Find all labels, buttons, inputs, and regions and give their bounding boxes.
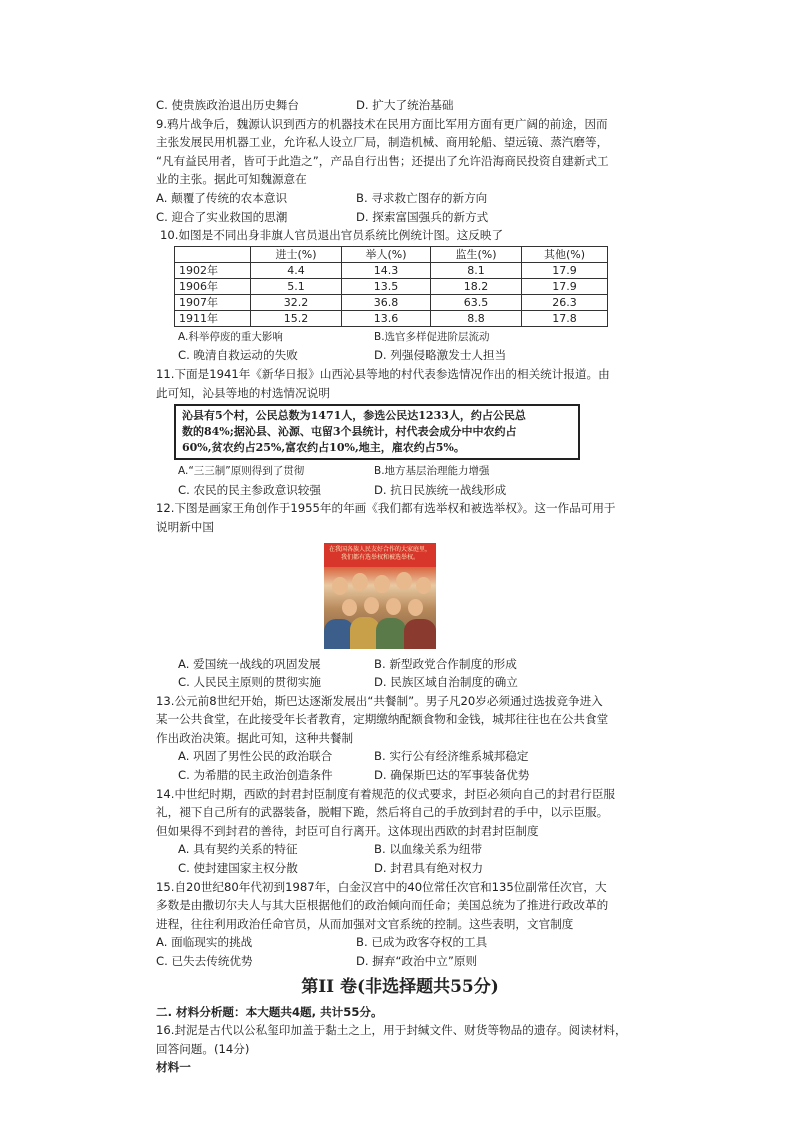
- exam-content: [156, 96, 644, 1077]
- table-cell: 17.9: [522, 262, 608, 278]
- q11-quote-line: 沁县有5个村，公民总数为1471人，参选公民达1233人，约占公民总: [182, 409, 526, 423]
- table-cell-year: 1906年: [175, 278, 251, 294]
- q14-stem-line: 礼，褪下自己所有的武器装备，脱帽下跪，然后将自己的手放到封君的手中，以示臣服。: [156, 805, 609, 820]
- q14-options-row: [156, 840, 644, 859]
- q12-option-b: B. 新型政党合作制度的形成: [374, 656, 517, 671]
- table-cell: 5.1: [251, 278, 342, 294]
- q11-quote-box: [174, 404, 580, 460]
- q11-quote-line: 数的84%;据沁县、沁源、屯留3个县统计，村代表会成分中中农约占: [182, 425, 517, 439]
- table-cell: 13.6: [342, 310, 431, 326]
- question-14: [156, 785, 644, 878]
- q16-stem-line: 16.封泥是古代以公私玺印加盖于黏土之上，用于封缄文件、财货等物品的遗存。阅读材料，: [156, 1023, 627, 1038]
- q9-stem-line: 9.鸦片战争后，魏源认识到西方的机器技术在民用方面比军用方面有更广阔的前途，因而: [156, 116, 608, 131]
- q8-option-d: D. 扩大了统治基础: [356, 98, 454, 112]
- table-header-cell: 举人(%): [342, 246, 431, 262]
- table-cell: 14.3: [342, 262, 431, 278]
- q16-stem-line: 回答问题。(14分): [156, 1041, 250, 1056]
- q13-options-row: [156, 766, 644, 785]
- q10-stem: 10.如图是不同出身非旗人官员退出官员系统比例统计图。这反映了: [160, 228, 504, 243]
- table-header-cell: [175, 246, 251, 262]
- q10-options-row: [156, 346, 644, 365]
- q10-stats-table: [174, 246, 608, 327]
- section-2-title: 第II 卷(非选择题共55分): [301, 976, 499, 997]
- q12-stem-line: 说明新中国: [156, 519, 214, 534]
- section-2: [156, 975, 644, 1077]
- question-13: [156, 692, 644, 785]
- poster-figure-face: [408, 599, 423, 616]
- q15-stem-line: 多数是由撒切尔夫人与其大臣根据他们的政治倾向而任命；美国总统为了推进行政改革的: [156, 898, 609, 913]
- q11-stem-line: 11.下面是1941年《新华日报》山西沁县等地的村代表参选情况作出的相关统计报道。由: [156, 366, 610, 381]
- q13-option-a: A. 巩固了男性公民的政治联合: [178, 749, 333, 764]
- table-cell-year: 1907年: [175, 294, 251, 310]
- question-12: [156, 499, 644, 691]
- poster-banner: [324, 543, 436, 567]
- q13-stem-line: 作出政治决策。据此可知，这种共餐制: [156, 730, 354, 745]
- q9-stem-line: 主张发展民用机器工业，允许私人设立厂局，制造机械、商用轮船、望远镜、蒸汽磨等，: [156, 135, 609, 150]
- section-2-subtitle: 二. 材料分析题：本大题共4题, 共计55分。: [156, 1004, 383, 1019]
- poster-figure-face: [416, 577, 431, 594]
- q11-option-c: C. 农民的民主参政意识较强: [178, 482, 321, 497]
- q10-option-b: B.选官多样促进阶层流动: [374, 330, 490, 343]
- q10-option-c: C. 晚清自救运动的失败: [178, 348, 298, 363]
- q12-options-row: [156, 673, 644, 692]
- q10-options-row: [156, 328, 644, 347]
- q11-option-b: B.地方基层治理能力增强: [374, 465, 490, 478]
- table-cell-year: 1902年: [175, 262, 251, 278]
- q11-quote-line: 60%,贫农约占25%,富农约占10%,地主，雇农约占5%。: [182, 441, 465, 455]
- q12-option-c: C. 人民民主原则的贯彻实施: [178, 675, 321, 690]
- poster-figure-face: [352, 573, 368, 591]
- q15-options-row: [156, 952, 644, 971]
- q15-option-a: A. 面临现实的挑战: [156, 935, 253, 950]
- poster-figure-clothing: [376, 618, 406, 649]
- poster-figure-face: [342, 599, 357, 616]
- q15-options-row: [156, 933, 644, 952]
- q12-option-a: A. 爱国统一战线的巩固发展: [178, 656, 321, 671]
- q9-options-row: [156, 208, 644, 227]
- poster-banner-line: 在我国各族人民友好合作的大家庭里，: [328, 545, 431, 553]
- q14-option-a: A. 具有契约关系的特征: [178, 842, 298, 857]
- table-cell: 17.9: [522, 278, 608, 294]
- q11-options-row: [156, 462, 644, 481]
- q12-options-row: [156, 655, 644, 674]
- table-header-cell: 监生(%): [431, 246, 522, 262]
- q15-stem-line: 进程，往往利用政治任命官员，从而加强对文官系统的控制。这些表明，文官制度: [156, 916, 574, 931]
- table-cell: 63.5: [431, 294, 522, 310]
- table-cell: 13.5: [342, 278, 431, 294]
- q9-options-row: [156, 189, 644, 208]
- q13-stem-line: 13.公元前8世纪开始，斯巴达逐渐发展出“共餐制”。男子凡20岁必须通过选拔竞争进入: [156, 693, 603, 708]
- q9-stem-line: “凡有益民用者，皆可于此造之”，产品自行出售；还提出了允许沿海商民投资自建新式工: [156, 153, 609, 168]
- q14-options-row: [156, 859, 644, 878]
- q13-option-c: C. 为希腊的民主政治创造条件: [178, 768, 333, 783]
- q14-stem-line: 14.中世纪时期，西欧的封君封臣制度有着规范的仪式要求，封臣必须向自己的封君行臣服: [156, 786, 616, 801]
- q13-option-d: D. 确保斯巴达的军事装备优势: [374, 768, 530, 783]
- q8-option-c: C. 使贵族政治退出历史舞台: [156, 98, 299, 112]
- q12-option-d: D. 民族区域自治制度的确立: [374, 675, 518, 690]
- q13-stem-line: 某一公共食堂，在此接受年长者教育，定期缴纳配额食物和金钱，城邦往往也在公共食堂: [156, 712, 609, 727]
- table-cell: 8.1: [431, 262, 522, 278]
- q9-option-b: B. 寻求救亡图存的新方向: [356, 190, 488, 205]
- q11-stem-line: 此可知，沁县等地的村选情况说明: [156, 385, 330, 400]
- table-cell: 17.8: [522, 310, 608, 326]
- table-row: [175, 310, 608, 326]
- q14-option-b: B. 以血缘关系为纽带: [374, 842, 483, 857]
- table-cell: 15.2: [251, 310, 342, 326]
- q10-option-d: D. 列强侵略激发士人担当: [374, 348, 507, 363]
- table-row: [175, 294, 608, 310]
- table-cell: 4.4: [251, 262, 342, 278]
- q13-options-row: [156, 747, 644, 766]
- q15-option-b: B. 已成为政客夺权的工具: [356, 935, 488, 950]
- q14-stem-line: 但如果得不到封君的善待，封臣可自行离开。这体现出西欧的封君封臣制度: [156, 823, 539, 838]
- table-header-row: [175, 246, 608, 262]
- table-header-cell: 进士(%): [251, 246, 342, 262]
- q11-options-row: [156, 481, 644, 500]
- poster-figure-clothing: [404, 619, 436, 649]
- table-cell: 8.8: [431, 310, 522, 326]
- table-cell: 18.2: [431, 278, 522, 294]
- q10-option-a: A.科举停废的重大影响: [178, 330, 283, 343]
- q9-option-c: C. 迎合了实业救国的思潮: [156, 209, 288, 224]
- poster-figure-face: [386, 598, 401, 615]
- question-11: [156, 365, 644, 499]
- poster-figure-face: [396, 572, 412, 590]
- question-9: [156, 115, 644, 227]
- q15-option-c: C. 已失去传统优势: [156, 954, 253, 968]
- question-15: [156, 878, 644, 971]
- q8-options: [156, 96, 644, 115]
- table-row: [175, 262, 608, 278]
- question-10: [156, 226, 644, 365]
- q9-option-d: D. 探索富国强兵的新方式: [356, 209, 489, 224]
- q11-option-d: D. 抗日民族统一战线形成: [374, 482, 507, 497]
- q14-option-c: C. 使封建国家主权分散: [178, 861, 298, 876]
- poster-figure-face: [332, 577, 348, 595]
- table-cell: 36.8: [342, 294, 431, 310]
- q9-option-a: A. 颠覆了传统的农本意识: [156, 190, 288, 205]
- election-poster-image: [324, 543, 436, 649]
- material-label: 材料一: [156, 1060, 191, 1075]
- table-row: [175, 278, 608, 294]
- q15-option-d: D. 摒弃“政治中立”原则: [356, 954, 478, 968]
- poster-figure-face: [374, 575, 390, 593]
- q13-option-b: B. 实行公有经济维系城邦稳定: [374, 749, 529, 764]
- q11-option-a: A.“三三制”原则得到了贯彻: [178, 465, 305, 478]
- q14-option-d: D. 封君具有绝对权力: [374, 861, 484, 876]
- table-header-cell: 其他(%): [522, 246, 608, 262]
- table-cell: 26.3: [522, 294, 608, 310]
- table-cell: 32.2: [251, 294, 342, 310]
- poster-banner-line: 我们都有选举权和被选举权。: [340, 553, 419, 561]
- table-cell-year: 1911年: [175, 310, 251, 326]
- q15-stem-line: 15.自20世纪80年代初到1987年，白金汉宫中的40位常任次官和135位副常任次官，大: [156, 879, 607, 894]
- q12-stem-line: 12.下图是画家王角创作于1955年的年画《我们都有选举权和被选举权》。这一作品可用于: [156, 501, 616, 516]
- poster-figure-face: [364, 597, 379, 614]
- q9-stem-line: 业的主张。据此可知魏源意在: [156, 172, 307, 187]
